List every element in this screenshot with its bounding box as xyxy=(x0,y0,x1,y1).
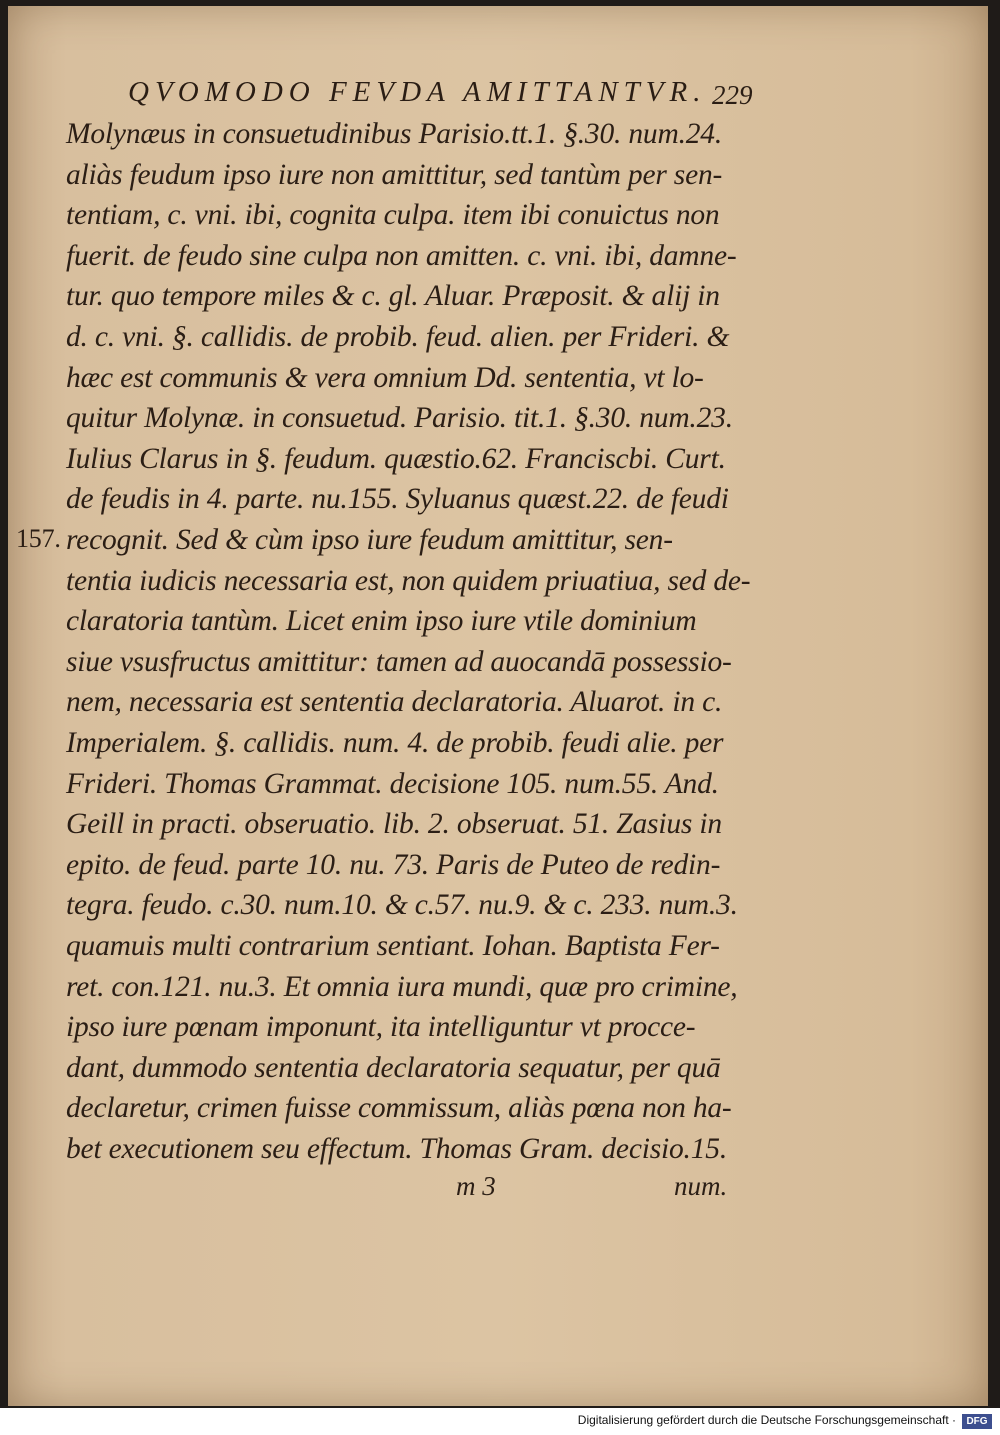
page-number: 229 xyxy=(712,80,753,110)
line-text: declaretur, crimen fuisse commissum, aliàs pœna non ha- xyxy=(66,1092,732,1125)
line-text: ret. con.121. nu.3. Et omnia iura mundi, quæ pro crimine, xyxy=(66,970,738,1003)
text-line xyxy=(66,321,729,354)
line-text: bet executionem seu effectum. Thomas Gram. decisio.15. xyxy=(66,1133,727,1165)
funding-credit: Digitalisierung gefördert durch die Deutsche Forschungsgemeinschaft · xyxy=(577,1413,956,1427)
line-text: Geill in practi. obseruatio. lib. 2. obseruat. 51. Zasius in xyxy=(66,808,722,841)
text-line xyxy=(66,686,722,719)
text-line xyxy=(66,362,704,395)
line-text: Molynæus in consuetudinibus Parisio.tt.1. §.30. num.24. xyxy=(66,118,723,150)
text-line xyxy=(66,1133,727,1166)
line-text: nem, necessaria est sententia declaratoria. Aluarot. in c. xyxy=(66,686,723,719)
line-text: Frideri. Thomas Grammat. decisione 105. num.55. And. xyxy=(66,767,719,800)
line-text: epito. de feud. parte 10. nu. 73. Paris de Puteo de redin- xyxy=(66,848,721,881)
line-text: recognit. Sed & cùm ipso iure feudum amittitur, sen- xyxy=(66,524,673,556)
signature-mark: m 3 xyxy=(456,1171,496,1201)
text-line xyxy=(66,565,750,598)
text-line xyxy=(66,889,738,922)
text-line xyxy=(66,849,720,882)
line-text: dant, dummodo sententia declaratoria sequatur, per quā xyxy=(66,1051,721,1084)
line-text: Imperialem. §. callidis. num. 4. de probib. feudi alie. per xyxy=(66,727,724,759)
text-line xyxy=(66,240,736,273)
dfg-logo-icon: DFG xyxy=(962,1414,992,1429)
text-line xyxy=(66,646,732,679)
text-line xyxy=(66,443,726,476)
line-text: fuerit. de feudo sine culpa non amitten. c. vni. ibi, damne- xyxy=(66,239,737,272)
text-line xyxy=(66,402,733,435)
line-text: de feudis in 4. parte. nu.155. Syluanus quæst.22. de feudi xyxy=(66,483,729,516)
text-line xyxy=(66,605,697,638)
text-line xyxy=(66,1092,732,1125)
text-line xyxy=(66,1011,695,1044)
line-text: claratoria tantùm. Licet enim ipso iure vtile dominium xyxy=(66,605,697,638)
text-line xyxy=(66,118,722,151)
line-text: hæc est communis & vera omnium Dd. sententia, vt lo- xyxy=(66,361,704,394)
text-line xyxy=(66,159,722,192)
catchword: num. xyxy=(674,1171,728,1201)
line-text: aliàs feudum ipso iure non amittitur, sed tantùm per sen- xyxy=(66,158,723,191)
line-text: tentia iudicis necessaria est, non quidem priuatiua, sed de- xyxy=(66,564,751,597)
line-text: Iulius Clarus in §. feudum. quæstio.62. Franciscbi. Curt. xyxy=(66,442,726,475)
text-line xyxy=(66,727,723,760)
footer-bar xyxy=(0,1408,1000,1435)
text-line xyxy=(66,280,720,313)
text-line xyxy=(66,808,722,841)
line-text: quitur Molynæ. in consuetud. Parisio. tit.1. §.30. num.23. xyxy=(66,402,733,435)
line-text: ipso iure pœnam imponunt, ita intelliguntur vt procce- xyxy=(66,1011,696,1044)
line-text: siue vsusfructus amittitur: tamen ad auocandā possessio- xyxy=(66,645,732,678)
running-head: QVOMODO FEVDA AMITTANTVR. xyxy=(128,76,707,108)
line-text: tur. quo tempore miles & c. gl. Aluar. Præposit. & alij in xyxy=(66,280,720,313)
text-line xyxy=(66,930,720,963)
text-line xyxy=(66,199,719,232)
line-text: quamuis multi contrarium sentiant. Iohan. Baptista Fer- xyxy=(66,930,720,962)
text-line xyxy=(66,483,729,516)
line-text: tegra. feudo. c.30. num.10. & c.57. nu.9. & c. 233. num.3. xyxy=(66,889,738,922)
text-line xyxy=(66,768,719,801)
text-line xyxy=(66,971,737,1004)
line-text: tentiam, c. vni. ibi, cognita culpa. item ibi conuictus non xyxy=(66,199,720,232)
margin-note: 157. xyxy=(16,524,61,553)
text-line xyxy=(16,524,673,557)
line-text: d. c. vni. §. callidis. de probib. feud. alien. per Frideri. & xyxy=(66,321,730,353)
book-page xyxy=(8,6,988,1406)
text-line xyxy=(66,1052,721,1085)
